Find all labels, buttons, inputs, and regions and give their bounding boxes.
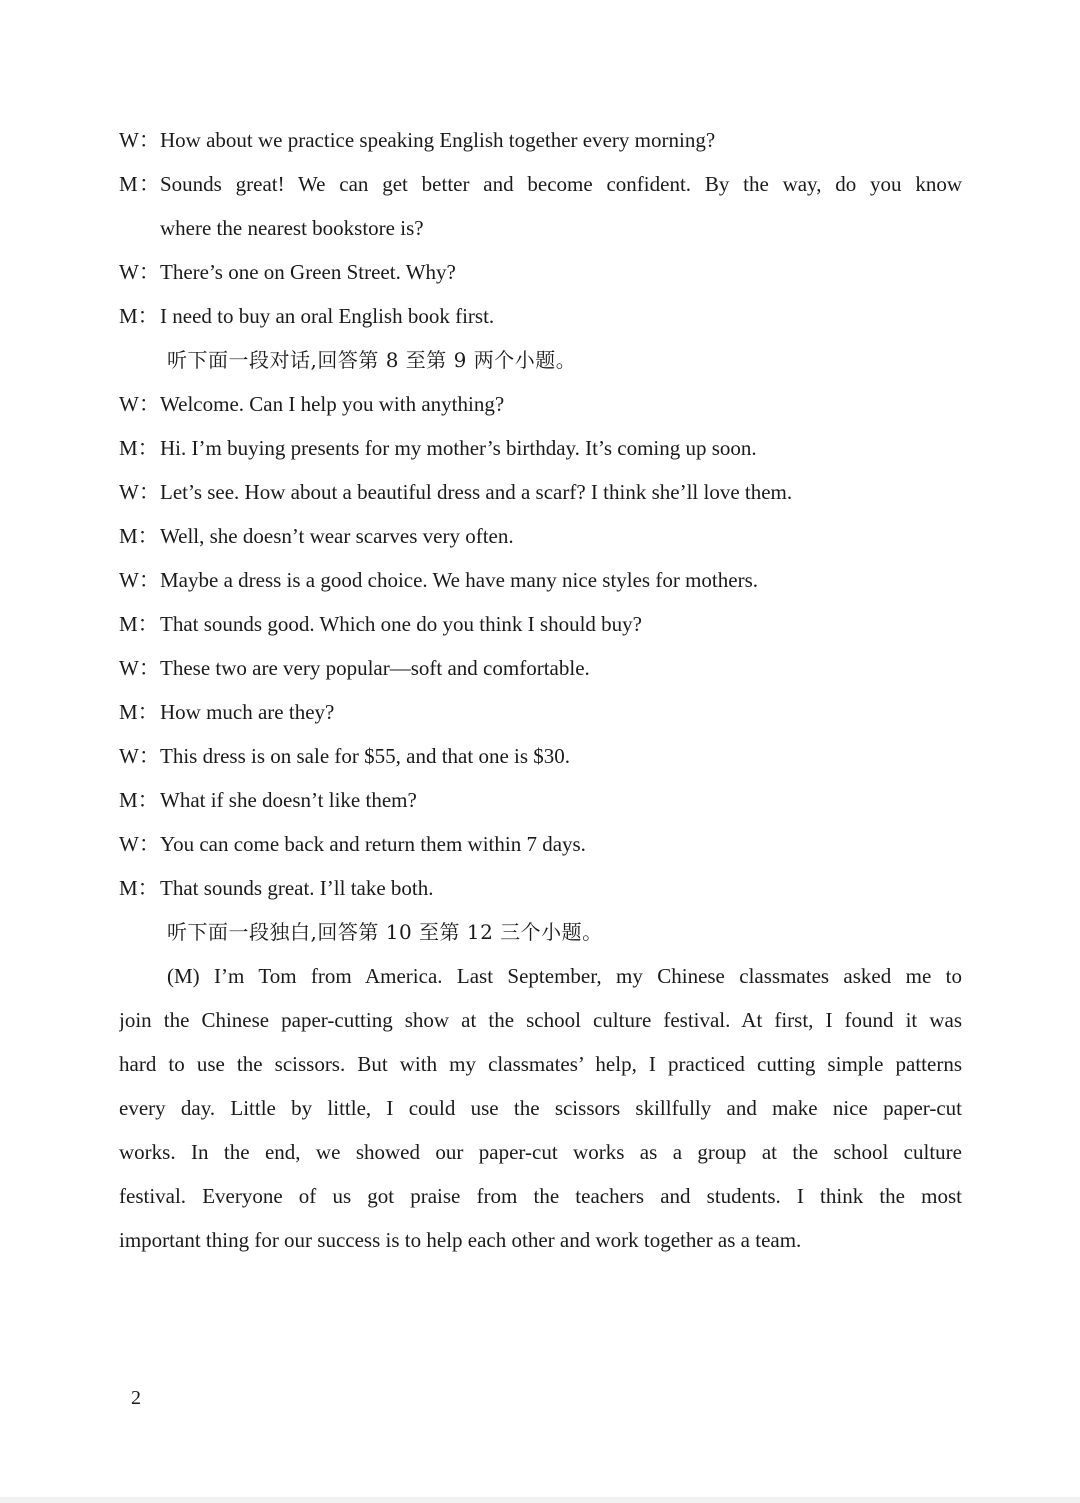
dialogue-line: [119, 690, 962, 734]
dialogue-line: [119, 470, 962, 514]
speaker-label: M：: [119, 876, 159, 900]
dialogue-text: That sounds good. Which one do you think I should buy?: [160, 612, 642, 636]
speaker-label: M：: [119, 436, 159, 460]
dialogue-line: [119, 162, 962, 206]
dialogue-line: [119, 514, 962, 558]
dialogue-text: That sounds great. I’ll take both.: [160, 876, 434, 900]
monologue-line: festival. Everyone of us got praise from the teachers and students. I think the most: [119, 1184, 962, 1208]
speaker-label: M：: [119, 304, 159, 328]
dialogue-line: [119, 602, 962, 646]
listening-transcript: [119, 118, 962, 1262]
page-bottom-edge: [0, 1497, 1080, 1503]
speaker-label: W：: [119, 128, 160, 152]
dialogue-line: [119, 734, 962, 778]
section-instruction: 听下面一段对话,回答第 8 至第 9 两个小题。: [167, 348, 577, 372]
speaker-label: M：: [119, 700, 159, 724]
speaker-label: W：: [119, 744, 160, 768]
page-number: 2: [131, 1387, 141, 1409]
section-instruction: 听下面一段独白,回答第 10 至第 12 三个小题。: [167, 920, 603, 944]
dialogue-line: [119, 382, 962, 426]
dialogue-text: How about we practice speaking English together every morning?: [160, 128, 716, 152]
speaker-label: M：: [119, 524, 159, 548]
dialogue-text: Let’s see. How about a beautiful dress and a scarf? I think she’ll love them.: [160, 480, 793, 504]
speaker-label: M：: [119, 612, 159, 636]
dialogue-text: I need to buy an oral English book first.: [160, 304, 495, 328]
dialogue-line: [119, 822, 962, 866]
dialogue-line: [119, 778, 962, 822]
monologue-line: hard to use the scissors. But with my classmates’ help, I practiced cutting simple patterns: [119, 1052, 962, 1076]
speaker-label: W：: [119, 260, 160, 284]
dialogue-line: [119, 426, 962, 470]
dialogue-text: This dress is on sale for $55, and that one is $30.: [160, 744, 571, 768]
dialogue-text: Sounds great! We can get better and become confident. By the way, do you know: [160, 172, 962, 196]
speaker-label: M：: [119, 172, 160, 196]
dialogue-line: [119, 646, 962, 690]
dialogue-line: [119, 250, 962, 294]
dialogue-text: You can come back and return them within 7 days.: [160, 832, 586, 856]
dialogue-line: [119, 294, 962, 338]
speaker-label: W：: [119, 480, 160, 504]
dialogue-text: Maybe a dress is a good choice. We have many nice styles for mothers.: [160, 568, 758, 592]
dialogue-line: [119, 866, 962, 910]
monologue-line: important thing for our success is to help each other and work together as a team.: [119, 1228, 802, 1252]
dialogue-text: What if she doesn’t like them?: [160, 788, 417, 812]
dialogue-text: These two are very popular—soft and comfortable.: [160, 656, 590, 680]
dialogue-text: How much are they?: [160, 700, 335, 724]
dialogue-text: where the nearest bookstore is?: [160, 216, 424, 240]
monologue-line: every day. Little by little, I could use the scissors skillfully and make nice paper-cut: [119, 1096, 962, 1120]
monologue-line: (M) I’m Tom from America. Last September, my Chinese classmates asked me to: [167, 964, 962, 988]
dialogue-line: [119, 118, 962, 162]
speaker-label: W：: [119, 656, 160, 680]
dialogue-continuation-line: [119, 206, 962, 250]
dialogue-text: Hi. I’m buying presents for my mother’s birthday. It’s coming up soon.: [160, 436, 757, 460]
monologue-line: join the Chinese paper-cutting show at the school culture festival. At first, I found it was: [119, 1008, 962, 1032]
speaker-label: W：: [119, 392, 160, 416]
dialogue-text: There’s one on Green Street. Why?: [160, 260, 456, 284]
dialogue-text: Welcome. Can I help you with anything?: [160, 392, 505, 416]
monologue-line: works. In the end, we showed our paper-cut works as a group at the school culture: [119, 1140, 962, 1164]
speaker-label: M：: [119, 788, 159, 812]
speaker-label: W：: [119, 832, 160, 856]
speaker-label: W：: [119, 568, 160, 592]
dialogue-text: Well, she doesn’t wear scarves very often.: [160, 524, 514, 548]
dialogue-line: [119, 558, 962, 602]
